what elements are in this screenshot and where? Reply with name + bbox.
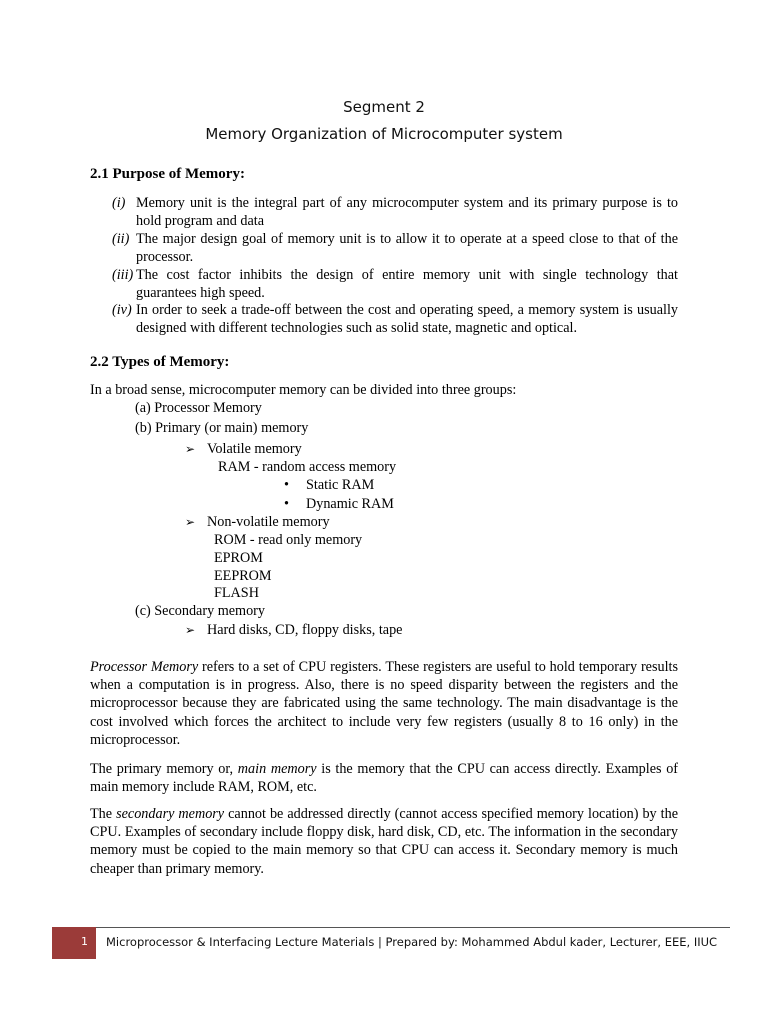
term-processor-memory: Processor Memory [90, 659, 199, 675]
item-text: The cost factor inhibits the design of entire memory unit with single technology that guarantees high speed. [136, 267, 678, 301]
eeprom-label: EEPROM [214, 568, 272, 584]
item-text: In order to seek a trade-off between the cost and operating speed, a memory system is usually designed with different technologies such as solid state, magnetic and optical. [136, 302, 678, 336]
paragraph-main-memory [90, 760, 678, 796]
paragraph-text: refers to a set of CPU registers. These registers are useful to hold temporary results when a computation is in progress. Also, there is no speed disparity between the registers and the microprocessor because they are fabricated using the same technology. The main disadvantage is the cost involved which forces the architect to include very few registers (usually 8 to 16 only) in the microprocessor. [90, 659, 678, 748]
bullet-icon: • [284, 496, 289, 512]
secondary-list: Hard disks, CD, floppy disks, tape [207, 622, 403, 638]
item-number: (i) [112, 195, 126, 211]
footer-divider [52, 927, 730, 928]
dynamic-ram-label: Dynamic RAM [306, 496, 394, 512]
paragraph-text: is the memory that the CPU can access directly. Examples of main memory include RAM, ROM, etc. [90, 761, 679, 796]
list-item [112, 301, 678, 337]
volatile-row [185, 441, 302, 458]
paragraph-secondary-memory [90, 805, 678, 878]
footer-text: Microprocessor & Interfacing Lecture Materials | Prepared by: Mohammed Abdul kader, Lecturer, EEE, IIUC [106, 935, 718, 949]
item-number: (ii) [112, 231, 130, 247]
section-heading-types: 2.2 Types of Memory: [90, 354, 230, 370]
paragraph-text: The primary memory or, [90, 761, 238, 777]
item-number: (iii) [112, 267, 134, 283]
section-heading-purpose: 2.1 Purpose of Memory: [90, 166, 245, 182]
nonvolatile-label: Non-volatile memory [207, 514, 330, 530]
volatile-label: Volatile memory [207, 441, 302, 457]
list-item [112, 230, 678, 266]
secondary-row [185, 622, 402, 639]
arrow-bullet-icon: ➢ [185, 515, 196, 529]
segment-title: Segment 2 [343, 98, 425, 116]
item-text: Memory unit is the integral part of any microcomputer system and its primary purpose is to hold program and data [136, 195, 678, 229]
list-item [112, 194, 678, 230]
ram-label: RAM - random access memory [218, 459, 397, 475]
group-a: (a) Processor Memory [135, 400, 262, 416]
paragraph-text: The [90, 806, 117, 822]
group-b: (b) Primary (or main) memory [135, 420, 309, 436]
page-number: 1 [81, 935, 88, 948]
item-number: (iv) [112, 302, 132, 318]
rom-label: ROM - read only memory [214, 532, 363, 548]
term-main-memory: main memory [237, 761, 317, 777]
nonvolatile-row [185, 514, 330, 531]
group-c: (c) Secondary memory [135, 603, 266, 619]
item-text: The major design goal of memory unit is to allow it to operate at a speed close to that of the processor. [136, 231, 678, 265]
arrow-bullet-icon: ➢ [185, 623, 196, 637]
static-ram-label: Static RAM [306, 477, 375, 493]
dynamic-ram-row [284, 496, 394, 513]
types-intro: In a broad sense, microcomputer memory can be divided into three groups: [90, 382, 517, 398]
list-item [112, 266, 678, 302]
static-ram-row [284, 477, 374, 494]
bullet-icon: • [284, 477, 289, 493]
page-title: Memory Organization of Microcomputer system [205, 125, 563, 143]
page-number-box [52, 927, 96, 959]
paragraph-processor-memory [90, 658, 678, 749]
arrow-bullet-icon: ➢ [185, 442, 196, 456]
flash-label: FLASH [214, 585, 259, 601]
eprom-label: EPROM [214, 550, 263, 566]
paragraph-text: cannot be addressed directly (cannot access specified memory location) by the CPU. Examples of secondary include floppy disk, hard disk, CD, etc. The information in the secondary memory must be copied to the main memory so that CPU can access it. Secondary memory is much cheaper than primary memory. [90, 806, 678, 877]
term-secondary-memory: secondary memory [116, 806, 225, 822]
